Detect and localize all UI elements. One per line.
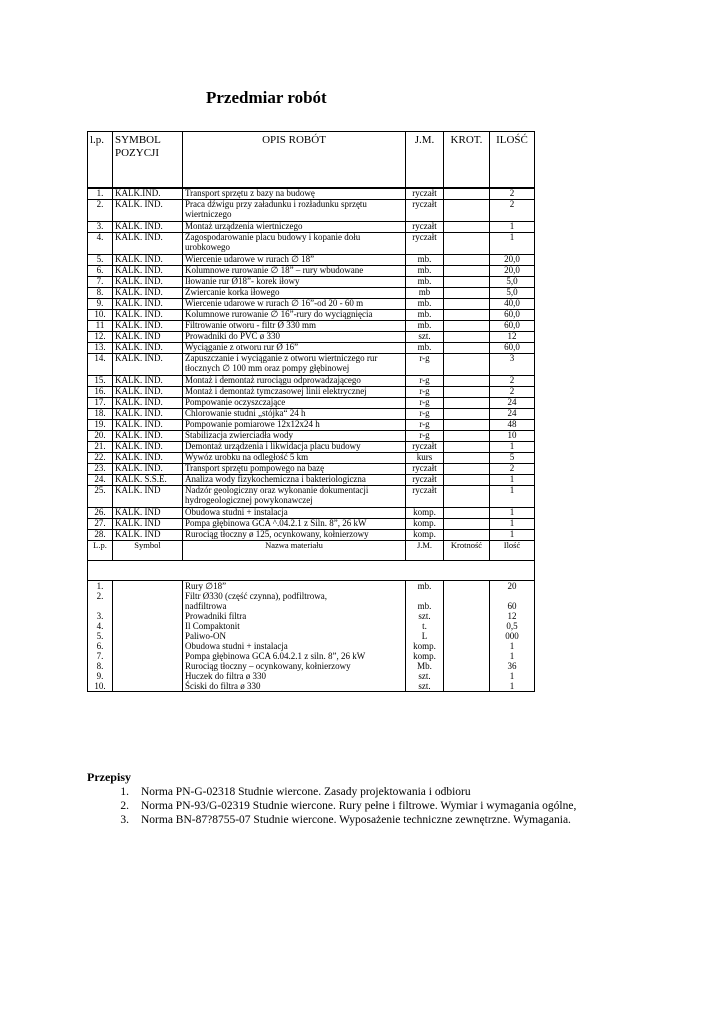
row-opis: Pompa głębinowa GCA ^.04.2.1 z Siln. 8”, 26 kW — [183, 519, 406, 530]
row-krot — [444, 299, 490, 310]
row-ilosc: 1 — [490, 530, 535, 541]
row-opis: Zwiercanie korka iłowego — [183, 288, 406, 299]
row-symbol: KALK. IND. — [113, 299, 183, 310]
material-lp: 1. — [96, 581, 104, 591]
regulation-text: Norma PN-93/G-02319 Studnie wiercone. Rury pełne i filtrowe. Wymiar i wymagania ogólne, — [141, 800, 577, 812]
row-lp: 8. — [88, 288, 113, 299]
row-ilosc: 1 — [490, 486, 535, 508]
row-lp: 9. — [88, 299, 113, 310]
row-krot — [444, 376, 490, 387]
row-lp: 19. — [88, 420, 113, 431]
row-symbol: KALK.IND. — [113, 189, 183, 200]
row-krot — [444, 233, 490, 255]
material-lp: 4. — [96, 621, 104, 631]
row-krot — [444, 200, 490, 222]
row-lp: 3. — [88, 222, 113, 233]
row-symbol: KALK. IND. — [113, 310, 183, 321]
row-symbol: KALK. IND. — [113, 453, 183, 464]
material-nazwa: Huczek do filtra ø 330 — [185, 671, 266, 681]
material-jm: szt. — [418, 671, 431, 681]
table-row — [88, 299, 535, 310]
row-krot — [444, 508, 490, 519]
material-jm: mb. — [417, 581, 432, 591]
table-row — [88, 321, 535, 332]
material-ilosc — [492, 591, 532, 601]
row-opis: Zapuszczanie i wyciąganie z otworu wiertniczego rur tłocznych ∅ 100 mm oraz pompy głębinowej — [183, 354, 406, 376]
row-symbol: KALK. IND. — [113, 266, 183, 277]
row-symbol: KALK. IND — [113, 519, 183, 530]
material-jm: mb. — [417, 601, 432, 611]
material-header-jm: J.M. — [406, 541, 444, 561]
row-opis: Transport sprzętu z bazy na budowę — [183, 189, 406, 200]
table-row — [88, 409, 535, 420]
material-lp: 9. — [96, 671, 104, 681]
material-ilosc: 1 — [509, 641, 515, 651]
row-symbol: KALK. IND. — [113, 288, 183, 299]
row-lp: 23. — [88, 464, 113, 475]
row-symbol: KALK. IND. — [113, 398, 183, 409]
row-symbol: KALK. IND. — [113, 464, 183, 475]
row-jm: ryczałt — [406, 222, 444, 233]
row-opis: Kolumnowe rurowanie ∅ 16”-rury do wyciągnięcia — [183, 310, 406, 321]
regulations-list — [87, 785, 707, 827]
regulation-item — [87, 785, 707, 799]
row-krot — [444, 530, 490, 541]
material-jm: szt. — [418, 681, 431, 691]
przepisy-heading: Przepisy — [87, 770, 131, 784]
row-lp: 17. — [88, 398, 113, 409]
material-lp — [90, 601, 110, 611]
row-lp: 22. — [88, 453, 113, 464]
row-krot — [444, 475, 490, 486]
material-ilosc: 20 — [507, 581, 517, 591]
material-ilosc: 1 — [509, 651, 515, 661]
table-row — [88, 200, 535, 222]
row-jm: r-g — [406, 376, 444, 387]
row-lp: 13. — [88, 343, 113, 354]
row-jm: ryczałt — [406, 486, 444, 508]
row-krot — [444, 431, 490, 442]
material-ilosc: 000 — [505, 631, 519, 641]
row-symbol: KALK. IND. — [113, 277, 183, 288]
material-lp: 2. — [96, 591, 104, 601]
blank-cell — [88, 561, 535, 581]
material-header-lp: L.p. — [88, 541, 113, 561]
row-symbol: KALK. IND. — [113, 255, 183, 266]
row-opis: Obudowa studni + instalacja — [183, 508, 406, 519]
row-jm: mb. — [406, 310, 444, 321]
row-symbol: KALK. IND. — [113, 233, 183, 255]
row-jm: mb. — [406, 343, 444, 354]
row-ilosc: 24 — [490, 409, 535, 420]
row-lp: 10. — [88, 310, 113, 321]
regulation-item — [87, 813, 707, 827]
row-lp: 24. — [88, 475, 113, 486]
row-jm: komp. — [406, 519, 444, 530]
row-ilosc: 5,0 — [490, 277, 535, 288]
row-symbol: KALK. IND. — [113, 222, 183, 233]
material-lp-column — [88, 581, 113, 692]
row-opis: Prowadniki do PVC ø 330 — [183, 332, 406, 343]
row-jm: szt. — [406, 332, 444, 343]
material-ilosc-column — [490, 581, 535, 692]
row-opis: Kolumnowe rurowanie ∅ 18” – rury wbudowane — [183, 266, 406, 277]
table-row — [88, 453, 535, 464]
header-ilosc: ILOŚĆ — [490, 132, 535, 188]
row-krot — [444, 519, 490, 530]
row-krot — [444, 266, 490, 277]
table-row — [88, 530, 535, 541]
material-nazwa: Prowadniki filtra — [185, 611, 247, 621]
row-krot — [444, 453, 490, 464]
row-lp: 26. — [88, 508, 113, 519]
material-nazwa: Filtr Ø330 (część czynna), podfiltrowa, — [185, 591, 327, 601]
row-jm: ryczałt — [406, 200, 444, 222]
row-lp: 11 — [88, 321, 113, 332]
row-symbol: KALK. IND. — [113, 442, 183, 453]
row-opis: Nadzór geologiczny oraz wykonanie dokumentacji hydrogeologicznej powykonawczej — [183, 486, 406, 508]
row-jm: r-g — [406, 354, 444, 376]
row-opis: Iłowanie rur Ø18”- korek iłowy — [183, 277, 406, 288]
row-jm: komp. — [406, 530, 444, 541]
row-opis: Rurociąg tłoczny ø 125, ocynkowany, kołnierzowy — [183, 530, 406, 541]
table-row — [88, 255, 535, 266]
row-jm: r-g — [406, 420, 444, 431]
row-ilosc: 1 — [490, 475, 535, 486]
header-krot: KROT. — [444, 132, 490, 188]
row-opis: Demontaż urządzenia i likwidacja placu budowy — [183, 442, 406, 453]
row-lp: 21. — [88, 442, 113, 453]
row-symbol: KALK. IND — [113, 530, 183, 541]
row-jm: r-g — [406, 409, 444, 420]
table-row — [88, 398, 535, 409]
materials-row — [88, 581, 535, 692]
material-ilosc: 1 — [509, 681, 515, 691]
material-lp: 7. — [96, 651, 104, 661]
material-nazwa: Pompa głębinowa GCA 6.04.2.1 z siln. 8”, 26 kW — [185, 651, 366, 661]
material-lp: 10. — [94, 681, 106, 691]
row-jm: mb. — [406, 277, 444, 288]
table-row — [88, 189, 535, 200]
bill-of-quantities-table — [87, 131, 535, 692]
row-jm: r-g — [406, 398, 444, 409]
row-krot — [444, 189, 490, 200]
row-opis: Wyciąganie z otworu rur Ø 16” — [183, 343, 406, 354]
material-nazwa: Ściski do filtra ø 330 — [185, 681, 261, 691]
row-lp: 2. — [88, 200, 113, 222]
table-row — [88, 266, 535, 277]
row-symbol: KALK. IND. — [113, 376, 183, 387]
row-opis: Wywóz urobku na odległość 5 km — [183, 453, 406, 464]
row-symbol: KALK. IND. — [113, 431, 183, 442]
table-row — [88, 376, 535, 387]
row-krot — [444, 222, 490, 233]
row-ilosc: 48 — [490, 420, 535, 431]
row-krot — [444, 288, 490, 299]
row-lp: 16. — [88, 387, 113, 398]
row-lp: 4. — [88, 233, 113, 255]
row-ilosc: 2 — [490, 200, 535, 222]
row-ilosc: 2 — [490, 464, 535, 475]
row-ilosc: 2 — [490, 387, 535, 398]
row-ilosc: 20,0 — [490, 266, 535, 277]
row-symbol: KALK. IND — [113, 508, 183, 519]
material-nazwa: Rury ∅18” — [185, 581, 227, 591]
material-nazwa: Obudowa studni + instalacja — [185, 641, 288, 651]
material-header-krotnosc: Krotność — [444, 541, 490, 561]
material-blank-row — [88, 561, 535, 581]
row-lp: 27. — [88, 519, 113, 530]
row-jm: ryczałt — [406, 233, 444, 255]
material-header-ilosc: Ilość — [490, 541, 535, 561]
row-krot — [444, 420, 490, 431]
row-symbol: KALK. IND. — [113, 321, 183, 332]
table-row — [88, 343, 535, 354]
material-jm: Mb. — [417, 661, 432, 671]
row-krot — [444, 486, 490, 508]
material-ilosc: 12 — [507, 611, 517, 621]
row-krot — [444, 277, 490, 288]
material-krotnosc-column — [444, 581, 490, 692]
row-ilosc: 40,0 — [490, 299, 535, 310]
header-jm: J.M. — [406, 132, 444, 188]
row-opis: Montaż urządzenia wiertniczego — [183, 222, 406, 233]
row-opis: Transport sprzętu pompowego na bazę — [183, 464, 406, 475]
table-row — [88, 222, 535, 233]
row-symbol: KALK. IND. — [113, 343, 183, 354]
row-jm: ryczałt — [406, 442, 444, 453]
row-ilosc: 24 — [490, 398, 535, 409]
table-row — [88, 486, 535, 508]
material-jm-column — [406, 581, 444, 692]
material-nazwa: nadfiltrowa — [185, 601, 227, 611]
table-row — [88, 288, 535, 299]
row-symbol: KALK. IND. — [113, 387, 183, 398]
material-jm — [408, 591, 441, 601]
material-ilosc: 1 — [509, 671, 515, 681]
row-opis: Analiza wody fizykochemiczna i bakteriologiczna — [183, 475, 406, 486]
row-jm: mb. — [406, 266, 444, 277]
row-ilosc: 1 — [490, 519, 535, 530]
row-lp: 14. — [88, 354, 113, 376]
material-jm: szt. — [418, 611, 431, 621]
row-opis: Montaż i demontaż rurociągu odprowadzającego — [183, 376, 406, 387]
row-krot — [444, 464, 490, 475]
row-symbol: KALK. IND. — [113, 200, 183, 222]
row-ilosc: 1 — [490, 442, 535, 453]
material-lp: 6. — [96, 641, 104, 651]
material-nazwa-column — [183, 581, 406, 692]
header-symbol: SYMBOL POZYCJI — [113, 132, 183, 188]
row-krot — [444, 343, 490, 354]
row-krot — [444, 442, 490, 453]
material-nazwa: Rurociąg tłoczny – ocynkowany, kołnierzowy — [185, 661, 351, 671]
header-opis: OPIS ROBÓT — [183, 132, 406, 188]
row-ilosc: 60,0 — [490, 321, 535, 332]
row-ilosc: 60,0 — [490, 343, 535, 354]
table-row — [88, 354, 535, 376]
table-row — [88, 332, 535, 343]
table-row — [88, 464, 535, 475]
regulation-text: Norma BN-87?8755-07 Studnie wiercone. Wyposażenie techniczne zewnętrzne. Wymagania. — [141, 814, 571, 826]
material-nazwa: Il Compaktonit — [185, 621, 240, 631]
row-opis: Stabilizacja zwierciadła wody — [183, 431, 406, 442]
row-ilosc: 60,0 — [490, 310, 535, 321]
row-opis: Montaż i demontaż tymczasowej linii elektrycznej — [183, 387, 406, 398]
regulation-number: 3. — [120, 814, 129, 826]
row-jm: r-g — [406, 431, 444, 442]
row-opis: Zagospodarowanie placu budowy i kopanie dołu urobkowego — [183, 233, 406, 255]
regulation-item — [87, 799, 707, 813]
row-ilosc: 12 — [490, 332, 535, 343]
table-header-row — [88, 132, 535, 188]
regulation-number: 1. — [120, 786, 129, 798]
row-symbol: KALK. S.S.E. — [113, 475, 183, 486]
row-lp: 28. — [88, 530, 113, 541]
material-jm: t. — [422, 621, 427, 631]
row-krot — [444, 310, 490, 321]
material-lp: 3. — [96, 611, 104, 621]
row-lp: 25. — [88, 486, 113, 508]
row-jm: mb. — [406, 299, 444, 310]
material-jm: komp. — [413, 641, 436, 651]
row-opis: Pompowanie oczyszczające — [183, 398, 406, 409]
row-jm: mb — [406, 288, 444, 299]
material-ilosc: 36 — [507, 661, 517, 671]
regulation-number: 2. — [120, 800, 129, 812]
row-krot — [444, 398, 490, 409]
row-ilosc: 10 — [490, 431, 535, 442]
row-opis: Praca dźwigu przy załadunku i rozładunku sprzętu wiertniczego — [183, 200, 406, 222]
table-row — [88, 420, 535, 431]
row-lp: 5. — [88, 255, 113, 266]
page-title: Przedmiar robót — [206, 88, 327, 107]
material-header-nazwa: Nazwa materiału — [183, 541, 406, 561]
row-ilosc: 1 — [490, 222, 535, 233]
material-header-symbol: Symbol — [113, 541, 183, 561]
row-lp: 6. — [88, 266, 113, 277]
row-symbol: KALK. IND. — [113, 409, 183, 420]
row-symbol: KALK. IND — [113, 332, 183, 343]
row-ilosc: 5,0 — [490, 288, 535, 299]
row-jm: r-g — [406, 387, 444, 398]
row-ilosc: 3 — [490, 354, 535, 376]
table-row — [88, 387, 535, 398]
row-symbol: KALK. IND — [113, 486, 183, 508]
material-ilosc: 0,5 — [506, 621, 518, 631]
row-lp: 1. — [88, 189, 113, 200]
material-ilosc: 60 — [507, 601, 517, 611]
row-ilosc: 1 — [490, 508, 535, 519]
row-krot — [444, 332, 490, 343]
row-jm: ryczałt — [406, 464, 444, 475]
row-ilosc: 1 — [490, 233, 535, 255]
row-lp: 12. — [88, 332, 113, 343]
row-jm: mb. — [406, 321, 444, 332]
row-lp: 18. — [88, 409, 113, 420]
row-ilosc: 20,0 — [490, 255, 535, 266]
row-krot — [444, 409, 490, 420]
material-lp: 8. — [96, 661, 104, 671]
regulation-text: Norma PN-G-02318 Studnie wiercone. Zasady projektowania i odbioru — [141, 786, 471, 798]
row-opis: Chlorowanie studni „stójka“ 24 h — [183, 409, 406, 420]
row-ilosc: 2 — [490, 376, 535, 387]
material-nazwa: Paliwo-ON — [185, 631, 226, 641]
table-row — [88, 508, 535, 519]
table-row — [88, 233, 535, 255]
row-lp: 7. — [88, 277, 113, 288]
row-jm: mb. — [406, 255, 444, 266]
row-symbol: KALK. IND. — [113, 354, 183, 376]
row-opis: Filtrowanie otworu - filtr Ø 330 mm — [183, 321, 406, 332]
row-opis: Pompowanie pomiarowe 12x12x24 h — [183, 420, 406, 431]
table-row — [88, 431, 535, 442]
row-jm: kurs — [406, 453, 444, 464]
row-jm: ryczałt — [406, 475, 444, 486]
material-symbol-column — [113, 581, 183, 692]
material-jm: komp. — [413, 651, 436, 661]
row-opis: Wiercenie udarowe w rurach ∅ 16”-od 20 - 60 m — [183, 299, 406, 310]
row-ilosc: 2 — [490, 189, 535, 200]
table-row — [88, 277, 535, 288]
material-jm: L — [421, 631, 428, 641]
row-lp: 15. — [88, 376, 113, 387]
row-symbol: KALK. IND. — [113, 420, 183, 431]
row-opis: Wiercenie udarowe w rurach ∅ 18” — [183, 255, 406, 266]
row-krot — [444, 255, 490, 266]
row-jm: komp. — [406, 508, 444, 519]
row-lp: 20. — [88, 431, 113, 442]
material-header-row — [88, 541, 535, 561]
material-lp: 5. — [96, 631, 104, 641]
row-ilosc: 5 — [490, 453, 535, 464]
table-row — [88, 310, 535, 321]
row-krot — [444, 321, 490, 332]
row-krot — [444, 387, 490, 398]
table-row — [88, 475, 535, 486]
table-row — [88, 519, 535, 530]
row-jm: ryczałt — [406, 189, 444, 200]
header-lp: l.p. — [88, 132, 113, 188]
table-row — [88, 442, 535, 453]
row-krot — [444, 354, 490, 376]
